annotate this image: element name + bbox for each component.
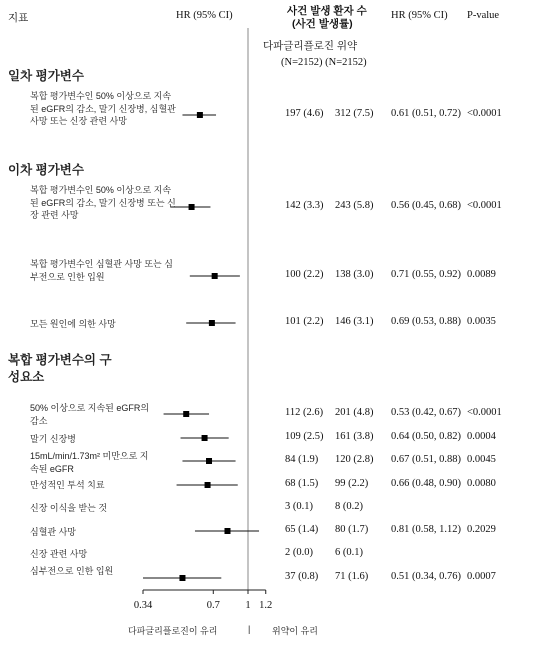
row-label-6: 말기 신장병	[30, 434, 76, 444]
hr-point	[179, 575, 185, 581]
p-value: 0.0089	[467, 269, 496, 280]
row-label-1: 복합 평가변수인 50% 이상으로 지속된 eGFR의 감소, 말기 신장병, 심혈관 사망 또는 신장 관련 사망	[30, 91, 176, 126]
hr-value: 0.64 (0.50, 0.82)	[391, 431, 461, 442]
events-placebo: 71 (1.6)	[335, 571, 369, 582]
p-value: 0.0004	[467, 431, 496, 442]
events-dapagliflozin: 112 (2.6)	[285, 407, 324, 418]
p-value: 0.0035	[467, 316, 496, 327]
p-value: 0.0007	[467, 571, 496, 582]
section-secondary: 이차 평가변수	[8, 163, 84, 177]
events-dapagliflozin: 68 (1.5)	[285, 478, 319, 489]
hr-point	[205, 482, 211, 488]
n-header: (N=2152) (N=2152)	[281, 57, 367, 68]
hr-value: 0.81 (0.58, 1.12)	[391, 524, 461, 535]
events-dapagliflozin: 101 (2.2)	[285, 316, 324, 327]
events-dapagliflozin: 65 (1.4)	[285, 524, 319, 535]
header-events-line2: (사건 발생률)	[292, 18, 353, 30]
p-value: <0.0001	[467, 108, 502, 119]
row-label-12: 심부전으로 인한 입원	[30, 566, 114, 576]
events-placebo: 120 (2.8)	[335, 454, 374, 465]
events-dapagliflozin: 142 (3.3)	[285, 200, 324, 211]
header-hr: HR (95% CI)	[391, 10, 448, 21]
hr-value: 0.67 (0.51, 0.88)	[391, 454, 461, 465]
events-dapagliflozin: 2 (0.0)	[285, 547, 313, 558]
events-placebo: 161 (3.8)	[335, 431, 374, 442]
header-events-line1: 사건 발생 환자 수	[287, 5, 367, 17]
hr-value: 0.71 (0.55, 0.92)	[391, 269, 461, 280]
row-label-9: 신장 이식을 받는 것	[30, 503, 108, 513]
hr-point	[209, 320, 215, 326]
section-primary: 일차 평가변수	[8, 69, 84, 83]
group-header: 다파글리플로진 위약	[263, 40, 358, 52]
p-value: 0.2029	[467, 524, 496, 535]
favors-dapagliflozin: 다파글리플로진이 유리	[128, 626, 218, 636]
hr-value: 0.56 (0.45, 0.68)	[391, 200, 461, 211]
p-value: <0.0001	[467, 200, 502, 211]
events-placebo: 99 (2.2)	[335, 478, 369, 489]
hr-value: 0.66 (0.48, 0.90)	[391, 478, 461, 489]
events-placebo: 146 (3.1)	[335, 316, 374, 327]
row-label-10: 심혈관 사망	[30, 527, 76, 537]
hr-point	[189, 204, 195, 210]
events-dapagliflozin: 3 (0.1)	[285, 501, 313, 512]
events-placebo: 6 (0.1)	[335, 547, 363, 558]
events-placebo: 312 (7.5)	[335, 108, 374, 119]
p-value: <0.0001	[467, 407, 502, 418]
row-label-11: 신장 관련 사망	[30, 549, 88, 559]
events-dapagliflozin: 197 (4.6)	[285, 108, 324, 119]
events-dapagliflozin: 109 (2.5)	[285, 431, 324, 442]
events-dapagliflozin: 84 (1.9)	[285, 454, 319, 465]
hr-value: 0.61 (0.51, 0.72)	[391, 108, 461, 119]
row-label-7: 15mL/min/1.73m² 미만으로 지속된 eGFR	[30, 451, 149, 474]
favors-placebo: 위약이 유리	[272, 626, 318, 636]
hr-value: 0.69 (0.53, 0.88)	[391, 316, 461, 327]
x-tick-label: 0.34	[133, 600, 153, 611]
hr-point	[224, 528, 230, 534]
events-placebo: 8 (0.2)	[335, 501, 363, 512]
events-placebo: 243 (5.8)	[335, 200, 374, 211]
header-subgroup: 지표	[8, 12, 29, 24]
p-value: 0.0080	[467, 478, 496, 489]
p-value: 0.0045	[467, 454, 496, 465]
row-label-3: 복합 평가변수인 심혈관 사망 또는 심부전으로 인한 입원	[30, 259, 173, 282]
events-dapagliflozin: 100 (2.2)	[285, 269, 324, 280]
section-components: 복합 평가변수의 구성요소	[8, 353, 112, 384]
row-label-8: 만성적인 투석 치료	[30, 480, 105, 490]
hr-value: 0.51 (0.34, 0.76)	[391, 571, 461, 582]
events-placebo: 138 (3.0)	[335, 269, 374, 280]
favors-separator: |	[248, 624, 251, 634]
hr-value: 0.53 (0.42, 0.67)	[391, 407, 461, 418]
row-label-5: 50% 이상으로 지속된 eGFR의 감소	[30, 403, 150, 426]
header-hr-plot: HR (95% CI)	[176, 10, 233, 21]
events-placebo: 201 (4.8)	[335, 407, 374, 418]
hr-point	[212, 273, 218, 279]
row-label-4: 모든 원인에 의한 사망	[30, 319, 116, 329]
hr-point	[183, 411, 189, 417]
header-pvalue: P-value	[467, 10, 500, 21]
hr-point	[197, 112, 203, 118]
events-placebo: 80 (1.7)	[335, 524, 369, 535]
hr-point	[206, 458, 212, 464]
events-dapagliflozin: 37 (0.8)	[285, 571, 319, 582]
x-tick-label: 1.2	[259, 600, 273, 611]
hr-point	[202, 435, 208, 441]
x-tick-label: 1	[245, 600, 251, 611]
row-label-2: 복합 평가변수인 50% 이상으로 지속된 eGFR의 감소, 말기 신장병 또는 신장 관련 사망	[30, 185, 176, 220]
x-tick-label: 0.7	[206, 600, 220, 611]
